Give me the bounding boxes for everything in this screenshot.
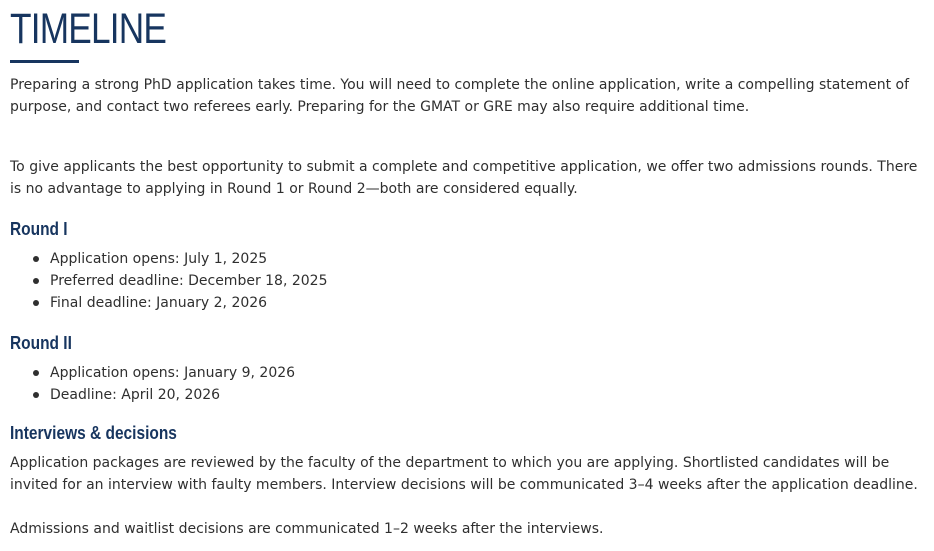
interviews-heading: Interviews & decisions	[10, 423, 177, 443]
bullet-icon	[33, 300, 39, 306]
list-item-text: Deadline: April 20, 2026	[50, 387, 221, 403]
round2-list	[10, 362, 928, 406]
list-item	[50, 270, 928, 292]
list-item-text: Preferred deadline: December 18, 2025	[50, 273, 328, 289]
list-item	[50, 362, 928, 384]
intro-paragraph-2: To give applicants the best opportunity to submit a complete and competitive application, we offer two admissions rounds. There is no advantage to applying in Round 1 or Round 2—both are considered equally.	[10, 159, 918, 197]
round2-heading: Round II	[10, 333, 72, 353]
list-item	[50, 248, 928, 270]
interviews-paragraph-2: Admissions and waitlist decisions are communicated 1–2 weeks after the interviews.	[10, 521, 604, 537]
intro-paragraph-1: Preparing a strong PhD application takes time. You will need to complete the online application, write a compelling statement of purpose, and contact two referees early. Preparing for the GMAT or GRE may also require additional time.	[10, 77, 910, 115]
round1-heading: Round I	[10, 219, 68, 239]
bullet-icon	[33, 370, 39, 376]
list-item	[50, 384, 928, 406]
bullet-icon	[33, 278, 39, 284]
list-item-text: Application opens: January 9, 2026	[50, 365, 296, 381]
interviews-paragraph-1: Application packages are reviewed by the faculty of the department to which you are applying. Shortlisted candidates will be invited for an interview with faulty members. Interview decisions will be communicated 3–4 weeks after the application deadline.	[10, 455, 918, 493]
bullet-icon	[33, 256, 39, 262]
list-item-text: Final deadline: January 2, 2026	[50, 295, 268, 311]
round1-list	[10, 248, 928, 314]
bullet-icon	[33, 392, 39, 398]
timeline-page	[10, 0, 928, 540]
title-underline	[10, 60, 79, 63]
list-item-text: Application opens: July 1, 2025	[50, 251, 268, 267]
page-title: TIMELINE	[10, 5, 167, 53]
list-item	[50, 292, 928, 314]
